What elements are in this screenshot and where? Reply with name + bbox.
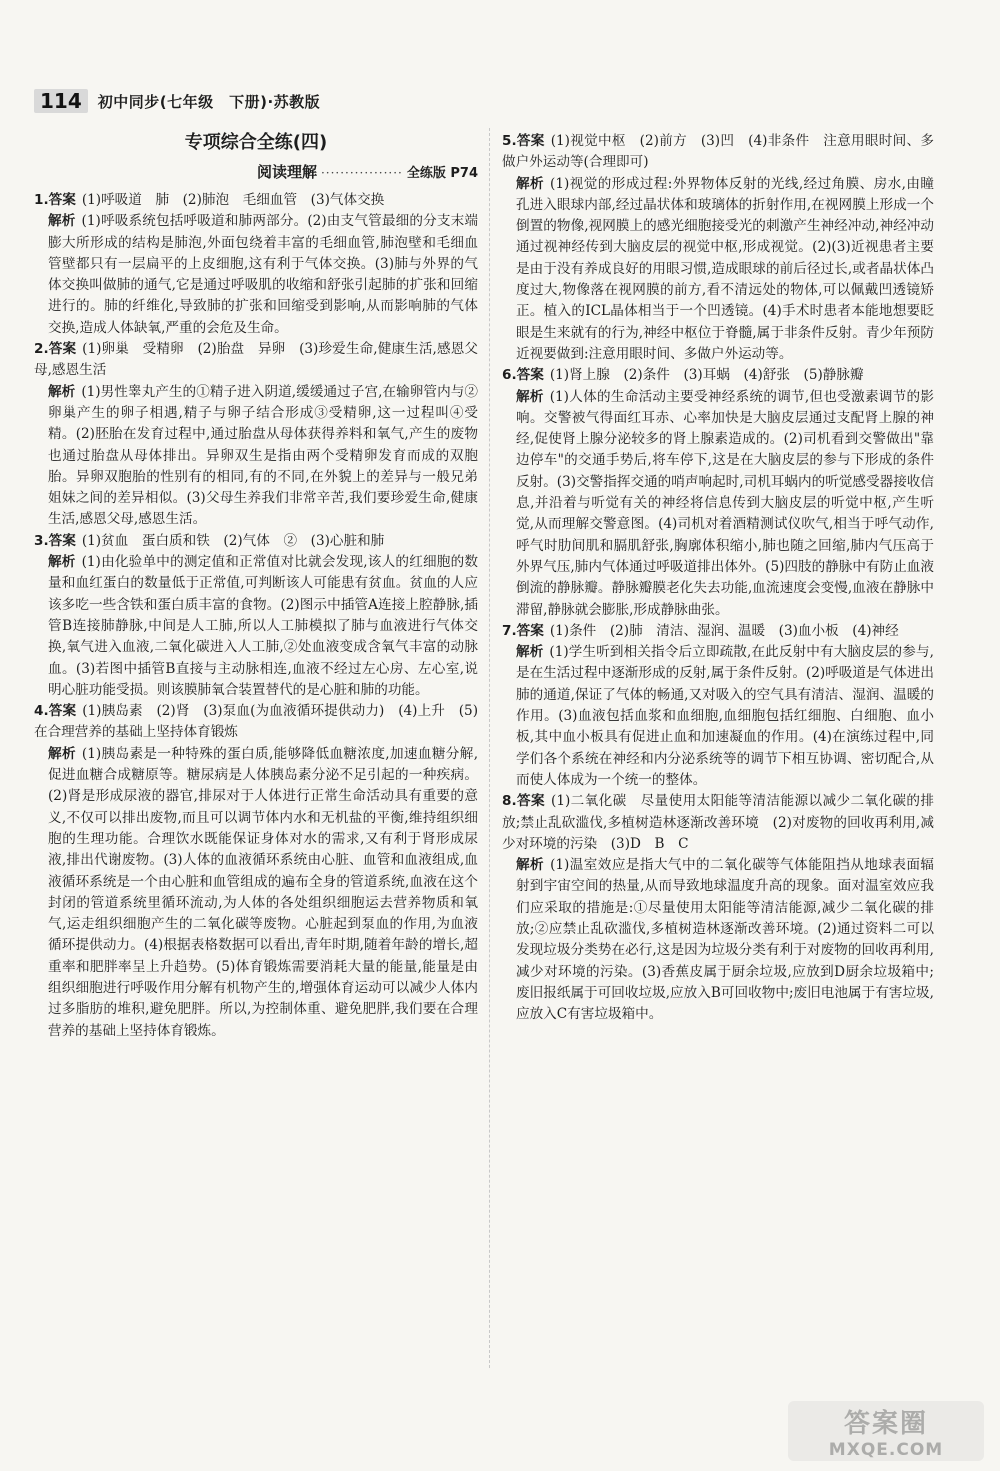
question-item-4 [34,701,478,1042]
left-column [34,128,478,1042]
answer-label: 答案 [48,703,77,720]
question-item-2 [34,339,478,531]
site-watermark [788,1401,984,1461]
answer-line [34,190,478,211]
question-item-6 [502,365,934,621]
analysis-text: (1)温室效应是指大气中的二氧化碳等气体能阻挡从地球表面辐射到宇宙空间的热量,从而导致地球温度升高的现象。面对温室效应我们应采取的措施是:①尽量使用太阳能等清洁能源,减少二氧化碳的排放;②应禁止乱砍滥伐,多植树造林逐渐改善环境。(2)通过资料二可以发现垃圾分类势在必行,这是因为垃圾分类有利于对废物的回收再利用,减少对环境的污染。(3)香蕉皮属于厨余垃圾,应放到D厨余垃圾箱中;废旧报纸属于可回收垃圾,应放入B可回收物中;废旧电池属于有害垃圾,应放入C有害垃圾箱中。 [516,857,934,1023]
answer-line [502,791,934,855]
watermark-site: MXQE.COM [828,1439,944,1460]
analysis-paragraph [34,211,478,339]
analysis-text: (1)视觉的形成过程:外界物体反射的光线,经过角膜、房水,由瞳孔进入眼球内部,经过晶状体和玻璃体的折射作用,在视网膜上形成一个倒置的物像,视网膜上的感光细胞接受光的刺激产生神经冲动,神经冲动通过视神经传到大脑皮层的视觉中枢,形成视觉。(2)(3)近视患者主要是由于没有养成良好的用眼习惯,造成眼球的前后径过长,或者晶状体凸度过大,物像落在视网膜的前方,看不清远处的物体,可以佩戴凹透镜矫正。植入的ICL晶体相当于一个凹透镜。(4)手术时患者本能地想要眨眼是生来就有的行为,神经中枢位于脊髓,属于非条件反射。青少年预防近视要做到:注意用眼时间、多做户外运动等。 [516,175,935,362]
analysis-paragraph [34,382,478,531]
column-divider [489,128,490,1368]
answer-line [34,701,478,744]
analysis-text: (1)人体的生命活动主要受神经系统的调节,但也受激素调节的影响。交警被气得面红耳赤、心率加快是大脑皮层通过支配肾上腺的神经,促使肾上腺分泌较多的肾上腺素造成的。(2)司机看到交警做出"靠边停车"的交通手势后,将车停下,这是在大脑皮层的参与下形成的条件反射。(3)交警指挥交通的哨声响起时,司机耳蜗内的听觉感受器接收信息,并沿着与听觉有关的神经将信息传到大脑皮层的听觉中枢,产生听觉,从而理解交警意图。(4)司机对着酒精测试仪吹气,相当于呼气动作,呼气时肋间肌和膈肌舒张,胸廓体积缩小,肺也随之回缩,肺内气压高于外界气压,肺内气体通过呼吸道排出体外。(5)四肢的静脉中有防止血液倒流的静脉瓣。静脉瓣膜老化失去功能,血流速度会变慢,血液在静脉中滞留,静脉就会膨胀,形成静脉曲张。 [516,388,935,618]
right-column [502,131,934,1025]
question-number: 4. [34,703,49,720]
question-number: 7. [502,622,517,639]
question-number: 3. [34,532,49,549]
answer-label: 答案 [516,367,544,384]
answer-text: (1)呼吸道 肺 (2)肺泡 毛细血管 (3)气体交换 [81,192,385,208]
answer-label: 答案 [516,133,545,149]
page-reference: 全练版 P74 [406,166,478,181]
answer-line [502,621,934,642]
question-number: 1. [34,192,49,208]
analysis-text: (1)由化验单中的测定值和正常值对比就会发现,该人的红细胞的数量和血红蛋白的数量低于正常值,可判断该人可能患有贫血。贫血的人应该多吃一些含铁和蛋白质丰富的食物。(2)图示中插管A连接上腔静脉,插管B连接肺静脉,中间是人工肺,所以人工肺模拟了肺与血液进行气体交换,氧气进入血液,二氧化碳进入人工肺,②处血液变成含氧气丰富的动脉血。(3)若图中插管B直接与主动脉相连,血液不经过左心房、左心室,说明心脏功能受损。则该膜肺氧合装置替代的是心脏和肺的功能。 [48,554,479,698]
question-number: 2. [34,341,49,358]
analysis-paragraph [34,552,478,701]
answer-line [502,131,934,174]
question-item-7 [502,621,934,791]
leader-dots: ················· [320,166,403,180]
answer-label: 答案 [48,532,76,549]
analysis-label: 解析 [516,175,545,192]
question-item-8 [502,791,934,1025]
question-number: 5. [502,133,517,149]
watermark-text: 答案圈 [843,1408,928,1439]
answer-text: (1)肾上腺 (2)条件 (3)耳蜗 (4)舒张 (5)静脉瓣 [549,367,864,384]
analysis-label: 解析 [516,644,544,661]
analysis-label: 解析 [48,383,76,400]
analysis-paragraph [502,174,934,366]
analysis-text: (1)男性睾丸产生的①精子进入阴道,缓缓通过子宫,在输卵管内与②卵巢产生的卵子相遇,精子与卵子结合形成③受精卵,这一过程叫④受精。(2)胚胎在发育过程中,通过胎盘从母体获得养料和氧气,产生的废物也通过胎盘从母体排出。异卵双生是指由两个受精卵发育而成的双胞胎。异卵双胞胎的性别有的相同,有的不同,在外貌上的差异与一般兄弟姐妹之间的差异相似。(3)父母生养我们非常辛苦,我们要珍爱生命,健康生活,感恩父母,感恩生活。 [48,383,478,528]
analysis-paragraph [502,387,934,621]
answer-label: 答案 [516,622,544,639]
answer-line [34,339,478,382]
answer-text: (1)条件 (2)肺 清洁、湿润、温暖 (3)血小板 (4)神经 [549,622,899,639]
analysis-label: 解析 [516,857,545,874]
analysis-label: 解析 [48,745,76,762]
book-title: 初中同步(七年级 下册)·苏教版 [97,92,321,111]
question-item-3 [34,531,478,701]
answer-text: (1)卵巢 受精卵 (2)胎盘 异卵 (3)珍爱生命,健康生活,感恩父母,感恩生活 [34,341,478,379]
analysis-text: (1)胰岛素是一种特殊的蛋白质,能够降低血糖浓度,加速血糖分解,促进血糖合成糖原等。糖尿病是人体胰岛素分泌不足引起的一种疾病。(2)肾是形成尿液的器官,排尿对于人体进行正常生命活动具有重要的意义,不仅可以排出废物,而且可以调节体内水和无机盐的平衡,维持组织细胞的生理功能。合理饮水既能保证身体对水的需求,又有利于肾形成尿液,排出代谢废物。(3)人体的血液循环系统由心脏、血管和血液组成,血液循环系统是一个由心脏和血管组成的遍布全身的管道系统,血液在这个封闭的管道系统里循环流动,为人体的各处组织细胞运去营养物质和氧气,运走组织细胞产生的二氧化碳等废物。心脏起到泵血的作用,为血液循环提供动力。(4)根据表格数据可以看出,青年时期,随着年龄的增长,超重率和肥胖率呈上升趋势。(5)体育锻炼需要消耗大量的能量,能量是由组织细胞进行呼吸作用分解有机物产生的,增强体育运动可以减少人体内过多脂肪的堆积,避免肥胖。所以,为控制体重、避免肥胖,我们要在合理营养的基础上坚持体育锻炼。 [48,745,479,1039]
analysis-paragraph [502,642,934,791]
analysis-text: (1)呼吸系统包括呼吸道和肺两部分。(2)由支气管最细的分支末端膨大所形成的结构是肺泡,外面包绕着丰富的毛细血管,肺泡壁和毛细血管壁都只有一层扁平的上皮细胞,这有利于气体交换。(3)肺与外界的气体交换叫做肺的通气,它是通过呼吸肌的收缩和舒张引起肺的扩张和回缩进行的。肺的纤维化,导致肺的扩张和回缩受到影响,从而影响肺的气体交换,造成人体缺氧,严重的会危及生命。 [48,213,479,336]
analysis-paragraph [34,744,478,1042]
analysis-label: 解析 [516,388,544,405]
page-number: 114 [34,89,88,113]
subheading-label: 阅读理解 [256,163,317,181]
answer-text: (1)二氧化碳 尽量使用太阳能等清洁能源以减少二氧化碳的排放;禁止乱砍滥伐,多植树造林逐渐改善环境 (2)对废物的回收再利用,减少对环境的污染 (3)D B C [502,793,935,852]
analysis-label: 解析 [48,213,76,230]
section-subheading [34,162,478,188]
answer-line [502,365,934,386]
page-header [34,88,320,114]
section-title: 专项综合全练(四) [184,132,328,153]
question-number: 8. [502,793,517,810]
question-item-1 [34,190,478,339]
answer-text: (1)视觉中枢 (2)前方 (3)凹 (4)非条件 注意用眼时间、多做户外运动等(合理即可) [502,133,934,171]
question-number: 6. [502,367,517,384]
answer-label: 答案 [48,341,77,358]
analysis-paragraph [502,855,934,1025]
answer-label: 答案 [48,192,76,208]
analysis-label: 解析 [48,554,76,571]
answer-text: (1)胰岛素 (2)肾 (3)泵血(为血液循环提供动力) (4)上升 (5)在合理营养的基础上坚持体育锻炼 [34,703,479,741]
analysis-text: (1)学生听到相关指令后立即疏散,在此反射中有大脑皮层的参与,是在生活过程中逐渐形成的反射,属于条件反射。(2)呼吸道是气体进出肺的通道,保证了气体的畅通,又对吸入的空气具有清洁、湿润、温暖的作用。(3)血液包括血浆和血细胞,血细胞包括红细胞、白细胞、血小板,其中血小板具有促进止血和加速凝血的作用。(4)在演练过程中,同学们各个系统在神经和内分泌系统等的调节下相互协调、密切配合,从而使人体成为一个统一的整体。 [516,644,934,788]
answer-text: (1)贫血 蛋白质和铁 (2)气体 ② (3)心脏和肺 [81,532,385,549]
question-item-5 [502,131,934,365]
answer-line [34,531,478,552]
answer-label: 答案 [516,793,546,810]
